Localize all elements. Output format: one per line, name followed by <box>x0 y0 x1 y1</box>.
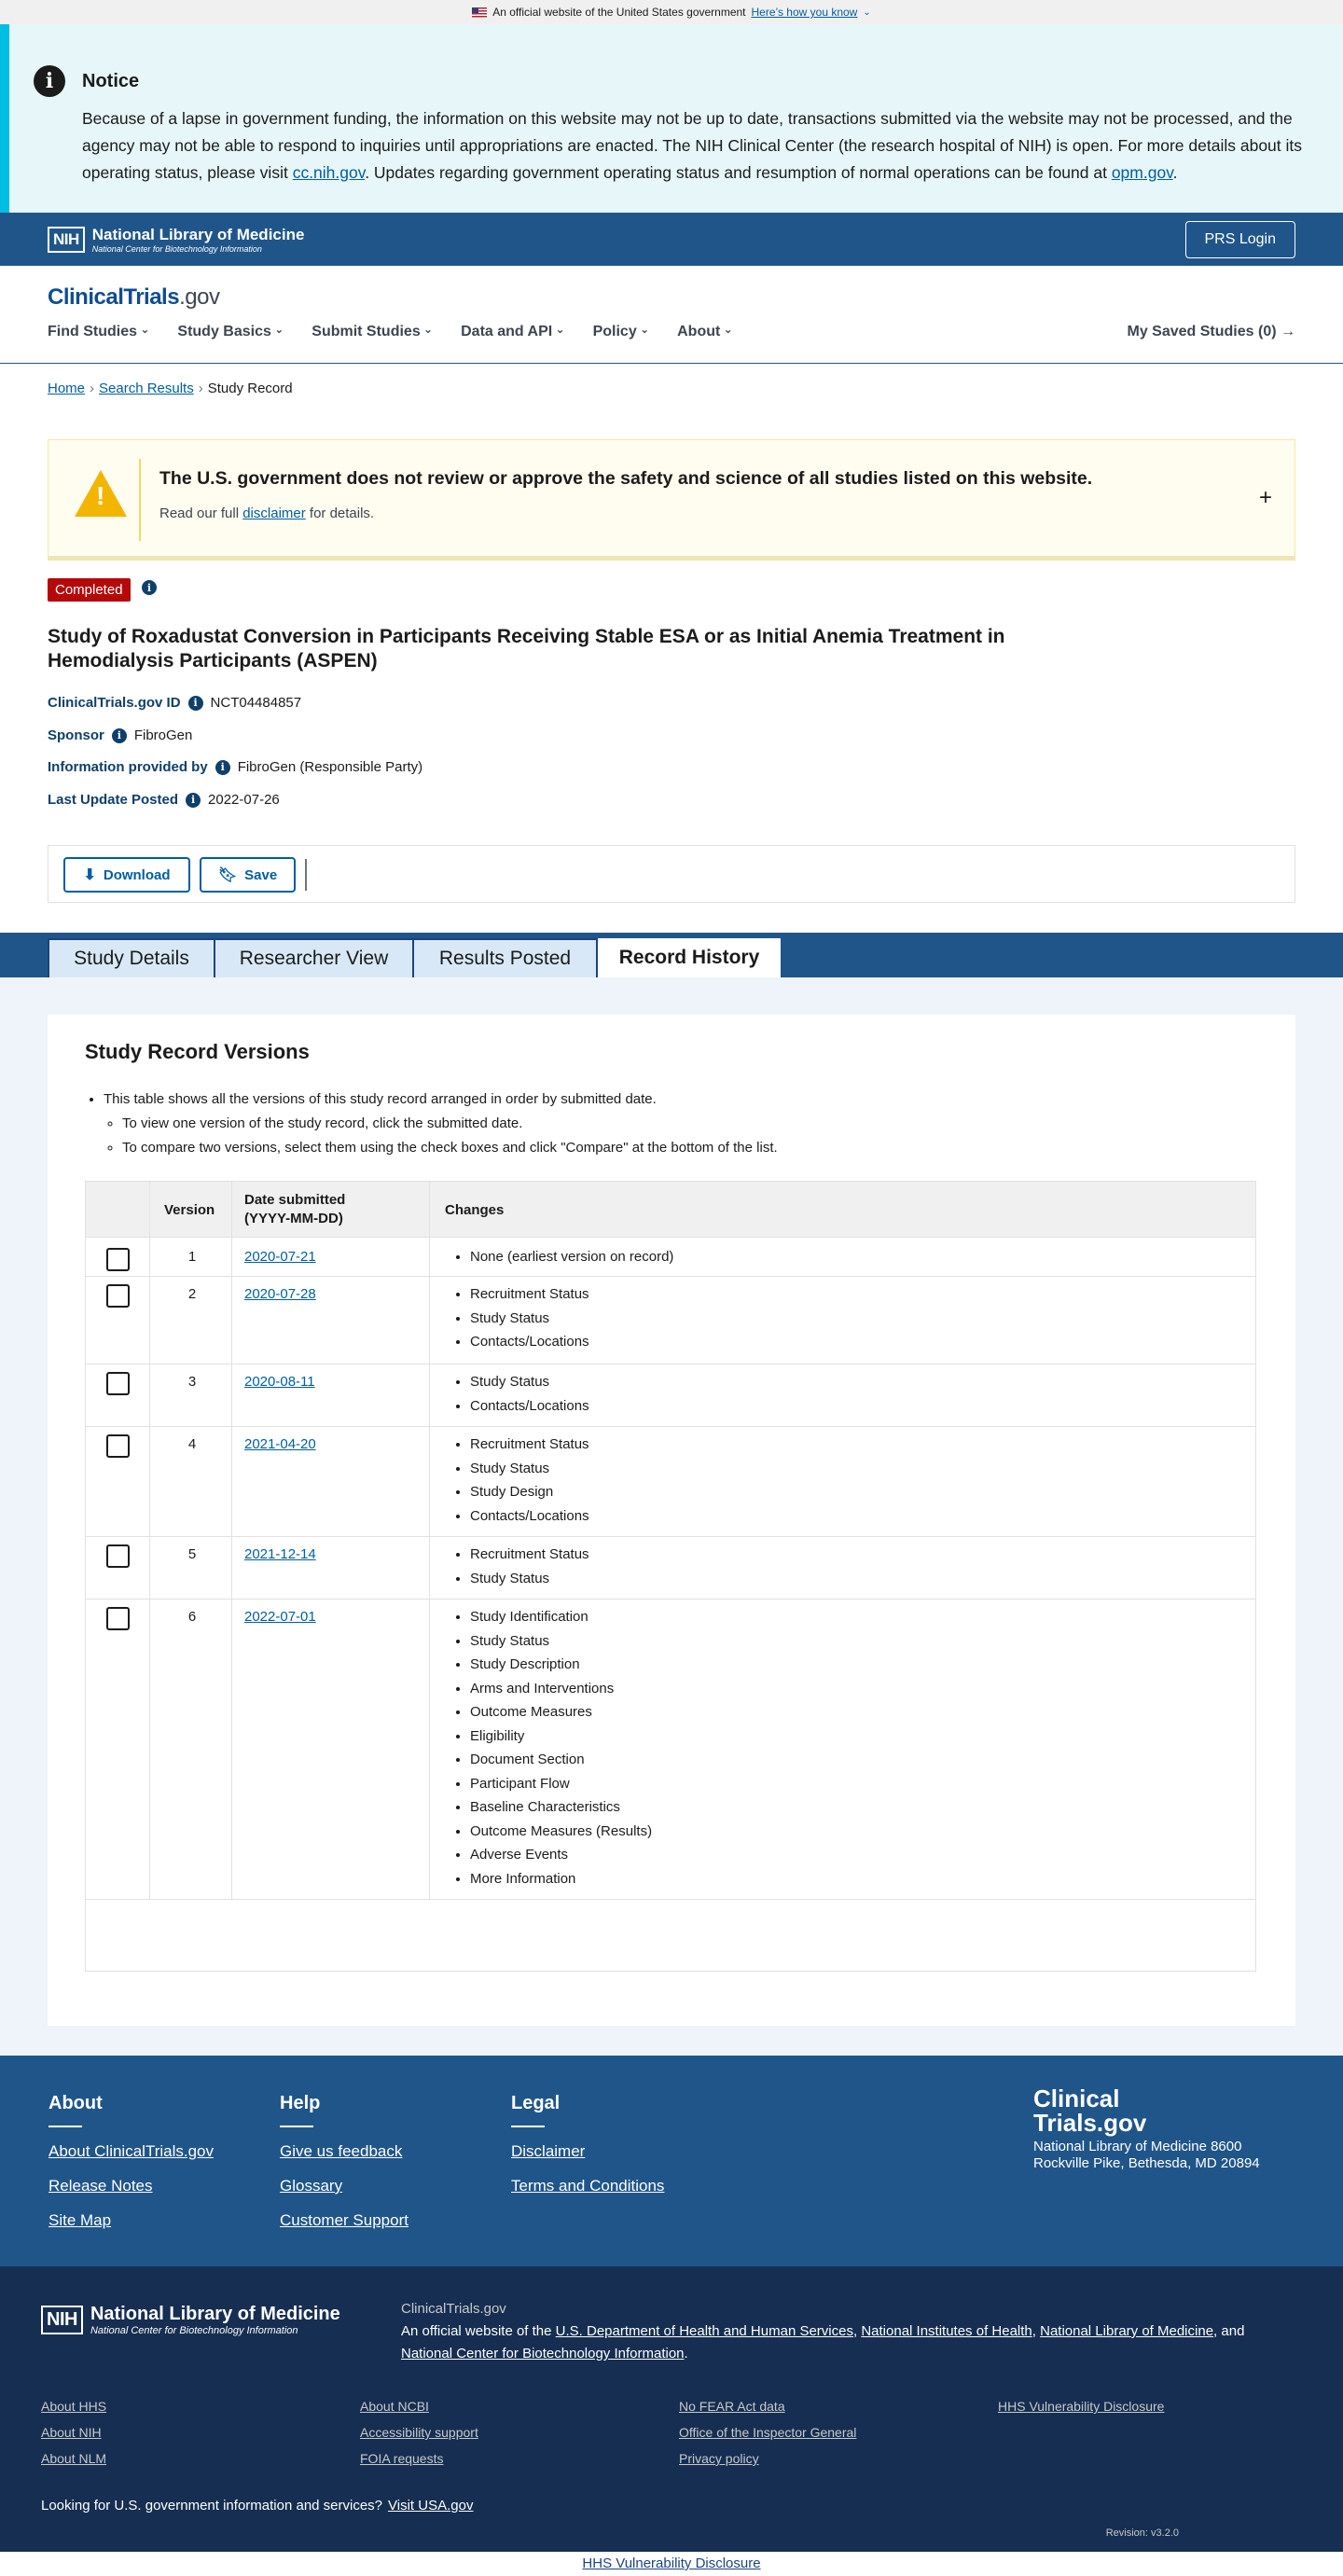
nlm-logo-text <box>92 226 305 254</box>
tab-results-posted[interactable]: Results Posted <box>412 938 598 977</box>
bottom-link-row <box>0 2555 1343 2571</box>
footer-link[interactable]: No FEAR Act data <box>679 2399 785 2414</box>
info-icon[interactable]: i <box>112 728 127 743</box>
tab-record-history[interactable]: Record History <box>598 938 781 977</box>
notice-banner <box>0 24 1343 213</box>
table-row <box>86 1277 1255 1364</box>
hhs-link[interactable]: U.S. Department of Health and Human Services <box>555 2323 853 2339</box>
sponsor-label: Sponsor <box>48 727 104 743</box>
footer-links-col-2 <box>360 2393 478 2472</box>
footer-logo-line-1: Clinical <box>1033 2084 1120 2112</box>
version-date-link[interactable]: 2022-07-01 <box>244 1609 316 1625</box>
version-checkbox[interactable] <box>106 1607 130 1630</box>
usa-gov-row <box>41 2498 473 2514</box>
changes-list <box>470 1433 589 1528</box>
version-checkbox[interactable] <box>106 1248 130 1271</box>
ct-label: ClinicalTrials.gov <box>401 2301 506 2317</box>
cc-nih-link[interactable]: cc.nih.gov <box>292 163 366 182</box>
footer-link[interactable]: Terms and Conditions <box>511 2177 665 2195</box>
divider <box>280 2126 313 2127</box>
footer-link[interactable]: Release Notes <box>48 2177 153 2195</box>
gov-banner-text: An official website of the United States government <box>492 6 746 19</box>
footer-link[interactable]: Office of the Inspector General <box>679 2425 857 2440</box>
instruction-item: ◦ To compare two versions, select them using the check boxes and click "Compare" at the bottom of the list. <box>122 1136 778 1160</box>
change-item: • Contacts/Locations <box>470 1330 589 1354</box>
version-date-link[interactable]: 2020-07-28 <box>244 1286 316 1302</box>
logo-main: ClinicalTrials <box>48 284 180 310</box>
table-row <box>86 1230 1255 1277</box>
sponsor-row <box>48 727 192 743</box>
usa-gov-link[interactable]: Visit USA.gov <box>388 2498 474 2514</box>
official-website-info <box>401 2298 1268 2365</box>
info-icon[interactable]: i <box>215 760 230 775</box>
change-item: • Contacts/Locations <box>470 1394 589 1419</box>
nlm-footer-logo[interactable] <box>41 2304 340 2336</box>
notice-text-2: . Updates regarding government operating status and resumption of normal operations can be found at <box>365 163 1112 182</box>
change-item: • Recruitment Status <box>470 1282 589 1307</box>
save-button[interactable] <box>200 857 296 893</box>
disclaimer-pre: Read our full <box>159 506 243 521</box>
hhs-vulnerability-link[interactable]: HHS Vulnerability Disclosure <box>582 2555 761 2571</box>
nih-logo-mark: NIH <box>41 2306 83 2334</box>
change-item: • Study Status <box>470 1370 589 1394</box>
nav-policy[interactable]: Policy ⌄ <box>593 324 650 340</box>
gov-banner <box>0 0 1343 24</box>
disclaimer-post: for details. <box>305 506 375 521</box>
footer-link[interactable]: Disclaimer <box>511 2142 586 2160</box>
change-item: • Participant Flow <box>470 1772 652 1796</box>
col-date-line-2: (YYYY-MM-DD) <box>244 1211 343 1226</box>
divider <box>139 459 141 541</box>
how-you-know-link[interactable]: Here’s how you know <box>751 6 858 19</box>
col-changes: Changes <box>445 1201 505 1218</box>
study-id-value: NCT04484857 <box>210 695 302 711</box>
status-badge: Completed <box>48 578 131 602</box>
change-item: • Baseline Characteristics <box>470 1795 652 1820</box>
footer-link[interactable]: Accessibility support <box>360 2425 478 2440</box>
footer-link[interactable]: Privacy policy <box>679 2451 759 2466</box>
footer-link[interactable]: About NIH <box>41 2425 102 2440</box>
change-item: • Contacts/Locations <box>470 1504 589 1529</box>
provided-by-row <box>48 759 422 775</box>
changes-list <box>470 1605 652 1890</box>
info-icon[interactable]: i <box>142 580 157 595</box>
footer-help-title: Help <box>280 2093 321 2113</box>
disclaimer-text <box>159 506 374 521</box>
footer-about-column <box>48 2093 214 2246</box>
notice-text-1: Because of a lapse in government funding, the information on this website may not be up to date, transactions submitted via the website may not be processed, and the agency may not be able to respond to inquiries until appropriations are enacted. The NIH Clinical Center (the research hospital of NIH) is open. For more details about its operating status, please visit <box>82 109 1303 182</box>
notice-text-3: . <box>1172 163 1178 182</box>
change-item: • Recruitment Status <box>470 1543 589 1567</box>
last-update-label: Last Update Posted <box>48 792 179 808</box>
and-text: , and <box>1213 2323 1245 2339</box>
instruction-text: This table shows all the versions of this study record arranged in order by submitted date. <box>104 1091 657 1107</box>
change-item: • More Information <box>470 1867 652 1891</box>
usa-text: Looking for U.S. government information and services? <box>41 2498 383 2514</box>
footer-link[interactable]: FOIA requests <box>360 2451 444 2466</box>
breadcrumb-home[interactable]: Home <box>48 381 86 396</box>
last-update-value: 2022-07-26 <box>208 792 280 808</box>
notice-title: Notice <box>82 71 140 91</box>
disclaimer-title: The U.S. government does not review or approve the safety and science of all studies listed on this website. <box>159 468 1093 489</box>
changes-list <box>470 1370 589 1418</box>
change-item: • Study Design <box>470 1480 589 1504</box>
change-item: • Document Section <box>470 1748 652 1772</box>
nlm-footer-logo-text <box>90 2304 340 2336</box>
footer-link[interactable]: About HHS <box>41 2399 107 2414</box>
official-pre: An official website of the <box>401 2323 556 2339</box>
table-header <box>86 1182 1255 1238</box>
sponsor-value: FibroGen <box>133 727 193 743</box>
col-date <box>244 1182 345 1238</box>
change-item: • None (earliest version on record) <box>470 1245 673 1269</box>
footer-legal-title: Legal <box>511 2093 561 2113</box>
ncbi-name: National Center for Biotechnology Information <box>90 2325 298 2336</box>
change-item: • Study Status <box>470 1629 652 1654</box>
table-row <box>86 1600 1255 1900</box>
changes-list <box>470 1543 589 1590</box>
change-item: • Study Status <box>470 1457 589 1481</box>
version-checkbox[interactable] <box>106 1544 130 1568</box>
footer-about-title: About <box>48 2093 103 2113</box>
chevron-right-icon: › <box>198 381 203 396</box>
nlm-link[interactable]: National Library of Medicine <box>1040 2323 1214 2339</box>
version-date-link[interactable]: 2020-08-11 <box>244 1374 315 1390</box>
nih-logo-mark: NIH <box>48 227 85 253</box>
provided-by-value: FibroGen (Responsible Party) <box>237 759 423 775</box>
nav-about[interactable]: About ⌄ <box>677 324 733 340</box>
disclaimer-link[interactable]: disclaimer <box>242 506 306 521</box>
tab-study-details[interactable]: Study Details <box>48 938 215 977</box>
version-number: 3 <box>187 1374 197 1390</box>
changes-list <box>470 1282 589 1354</box>
prs-login-button[interactable]: PRS Login <box>1185 221 1296 258</box>
expand-plus-icon[interactable]: + <box>1258 485 1272 510</box>
version-number: 2 <box>187 1286 197 1302</box>
version-date-link[interactable]: 2020-07-21 <box>244 1249 316 1265</box>
ncbi-link[interactable]: National Center for Biotechnology Information <box>401 2346 685 2361</box>
version-date-link[interactable]: 2021-04-20 <box>244 1436 316 1452</box>
study-title: Study of Roxadustat Conversion in Participants Receiving Stable ESA or as Initial Anemia Treatment in Hemodialysis Participants (ASPEN) <box>48 626 1005 672</box>
footer-link[interactable]: About ClinicalTrials.gov <box>48 2142 214 2160</box>
footer-legal-column <box>511 2093 664 2211</box>
download-button[interactable] <box>63 857 190 893</box>
info-icon[interactable]: i <box>188 696 203 711</box>
col-date-line-1: Date submitted <box>244 1192 346 1208</box>
nav-submit-studies[interactable]: Submit Studies ⌄ <box>312 324 433 340</box>
instruction-item: ◦ To view one version of the study record, click the submitted date. <box>122 1112 778 1136</box>
disclaimer-alert <box>48 439 1295 561</box>
bookmark-icon: 🔖︎ <box>217 867 238 883</box>
chevron-right-icon: › <box>90 381 95 396</box>
my-saved-studies-link[interactable]: My Saved Studies (0) → <box>1127 324 1295 339</box>
footer-link[interactable]: About NLM <box>41 2451 107 2466</box>
footer-link[interactable]: Site Map <box>48 2211 112 2229</box>
divider <box>511 2126 545 2127</box>
nlm-logo[interactable] <box>48 226 304 254</box>
footer-links-col-1 <box>41 2393 106 2472</box>
nlm-name: National Library of Medicine <box>90 2304 340 2324</box>
record-instructions <box>104 1087 778 1160</box>
change-item: • Study Description <box>470 1653 652 1677</box>
change-item: • Adverse Events <box>470 1843 652 1867</box>
logo-suffix: .gov <box>179 284 220 310</box>
study-id-row <box>48 695 301 711</box>
footer-link[interactable]: Customer Support <box>280 2211 408 2229</box>
footer-logo-line-2: Trials.gov <box>1033 2109 1147 2137</box>
footer-links-col-4 <box>998 2393 1164 2419</box>
version-number: 4 <box>187 1436 197 1452</box>
provided-by-label: Information provided by <box>48 759 208 775</box>
nih-link[interactable]: National Institutes of Health <box>861 2323 1032 2339</box>
breadcrumb-search-results[interactable]: Search Results <box>99 381 194 396</box>
tab-bar <box>0 933 1343 977</box>
revision-label: Revision: v3.2.0 <box>1105 2528 1179 2539</box>
version-checkbox[interactable] <box>106 1284 130 1308</box>
change-item: • Arms and Interventions <box>470 1677 652 1701</box>
nav-data-and-api[interactable]: Data and API ⌄ <box>461 324 564 340</box>
action-bar <box>48 845 1295 903</box>
nlm-name: National Library of Medicine <box>91 225 305 243</box>
divider <box>305 859 307 891</box>
footer-help-column <box>280 2093 408 2246</box>
site-header <box>0 266 1343 364</box>
instruction-item <box>104 1087 778 1160</box>
save-label: Save <box>244 866 278 883</box>
changes-list <box>470 1245 673 1269</box>
table-row <box>86 1364 1255 1427</box>
breadcrumb-current: Study Record <box>207 381 293 396</box>
versions-table <box>85 1181 1256 1972</box>
tab-researcher-view[interactable]: Researcher View <box>214 938 414 977</box>
nlm-footer <box>0 2266 1343 2552</box>
version-number: 6 <box>187 1609 197 1625</box>
change-item: • Study Status <box>470 1567 589 1591</box>
warning-icon <box>75 470 127 517</box>
study-id-label: ClinicalTrials.gov ID <box>48 695 181 711</box>
footer-link[interactable]: HHS Vulnerability Disclosure <box>998 2399 1165 2414</box>
version-checkbox[interactable] <box>106 1434 130 1458</box>
nav-study-basics[interactable]: Study Basics ⌄ <box>177 324 284 340</box>
main-nav <box>48 324 733 340</box>
divider <box>48 2126 82 2127</box>
nav-find-studies[interactable]: Find Studies ⌄ <box>48 324 149 340</box>
record-history-card <box>48 1015 1295 2026</box>
change-item: • Recruitment Status <box>470 1433 589 1457</box>
version-date-link[interactable]: 2021-12-14 <box>244 1546 316 1562</box>
change-item: • Outcome Measures (Results) <box>470 1820 652 1844</box>
clinicaltrials-logo[interactable] <box>48 284 219 311</box>
info-icon[interactable]: i <box>186 793 201 808</box>
last-update-row <box>48 792 280 808</box>
nlm-header <box>0 213 1343 266</box>
chevron-down-icon: ⌄ <box>863 7 871 18</box>
footer-link[interactable]: Give us feedback <box>280 2142 403 2160</box>
change-item: • Eligibility <box>470 1724 652 1749</box>
version-number: 1 <box>187 1249 197 1265</box>
download-icon: ⬇ <box>83 867 96 883</box>
table-row <box>86 1427 1255 1537</box>
col-version: Version <box>164 1201 215 1218</box>
opm-link[interactable]: opm.gov <box>1111 163 1173 182</box>
notice-body <box>82 105 1306 187</box>
footer-link[interactable]: About NCBI <box>360 2399 429 2414</box>
footer-link[interactable]: Glossary <box>280 2177 343 2195</box>
breadcrumb <box>48 381 293 396</box>
site-footer <box>0 2056 1343 2266</box>
ncbi-name: National Center for Biotechnology Information <box>91 243 262 254</box>
footer-logo <box>1033 2086 1276 2172</box>
change-item: • Study Status <box>470 1307 589 1331</box>
table-row <box>86 1537 1255 1600</box>
footer-address: National Library of Medicine 8600 Rockville Pike, Bethesda, MD 20894 <box>1033 2139 1260 2171</box>
record-heading: Study Record Versions <box>85 1040 310 1063</box>
version-number: 5 <box>187 1546 197 1562</box>
change-item: • Outcome Measures <box>470 1700 652 1724</box>
footer-links-col-3 <box>679 2393 856 2472</box>
info-icon: i <box>34 65 65 97</box>
official-text: An official website of the U.S. Department of Health and Human Services, National Institutes of Health, National Library of Medicine, and National Center for Biotechnology Information. <box>401 2323 1245 2361</box>
us-flag-icon <box>472 7 487 18</box>
version-checkbox[interactable] <box>106 1372 130 1395</box>
change-item: • Study Identification <box>470 1605 652 1629</box>
download-label: Download <box>103 866 171 883</box>
